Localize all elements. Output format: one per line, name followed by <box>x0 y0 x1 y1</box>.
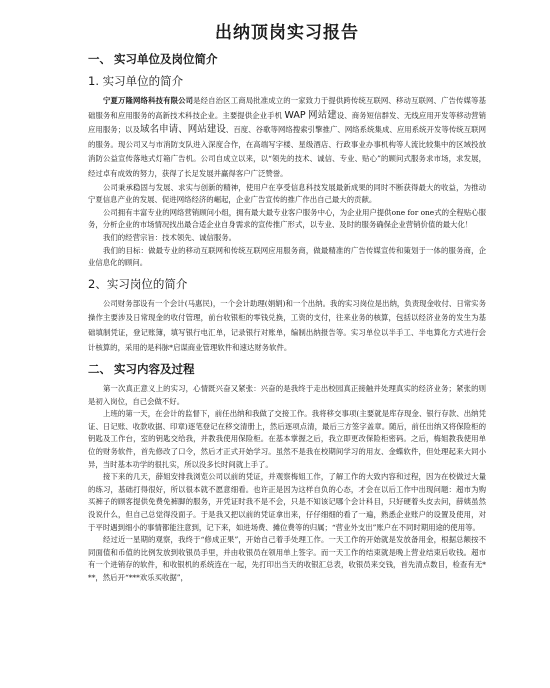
subsection-label: 实习单位的简介 <box>102 74 184 88</box>
position-intro-paragraph: 公司财务部设有一个会计(马惠民)，一个会计助理(娟娟)和一个出纳。我的实习岗位是出纳，负责现金收付、日常实务操作主要涉及日常现金的收付管理，前台收银柜的零钱兑换，工资的支付，往来业务的核算，包括以经济业务的发生为基础填制凭证，登记账簿，填写银行电汇单，记录银行对账单，编制出纳报告等。实习单位以半手工、半电算化方式进行会计核算的，采用的是科脉*启谋商业管理软件和速达财务软件。 <box>88 298 486 352</box>
intro-line-3a: 设、商务短信群发、无线应用开发等移动营销应用服务；以及 <box>88 110 486 135</box>
report-title: 出纳顶岗实习报告 <box>215 23 359 43</box>
subsection-number: 1. <box>88 74 99 88</box>
company-intro-paragraph <box>88 94 486 182</box>
subsection-label: 实习岗位的简介 <box>106 276 188 291</box>
company-spirit-paragraph: 公司秉承稳固与发展、求实与创新的精神，使用户在享受信息科技发展最新成果的同时不断获得最大的收益，为推动宁夏信息产业的发展、促进网络经济的崛起，企业广告宣传的推广作出自己最大的贡献。 <box>88 182 486 205</box>
company-name: 宁夏万隆网络科技有限公司 <box>103 96 194 105</box>
wap-text: WAP <box>284 109 306 121</box>
intro-line-3b: 、百度、谷 <box>225 125 264 135</box>
service-text-post: 式的全程贴心服务，分析企业的市场情况找出最合适企业自身需求的宣传推广形式，以专业、及时的服务确保企业营销价值的最大化！ <box>88 207 486 230</box>
intro-large-text-1: 网站建 <box>308 109 337 121</box>
subsection-heading-2 <box>88 276 486 292</box>
daily-work-paragraph: 经过近一星期的观察，我终于“修成正果”，开始自己着手处理工作。一天工作的开始就是发放备用金，根据总额按不同面值和币值的比例发放到收银员手里，并由收银员在领用单上签字。而一天工作的结束就是晚上营业结束后收钱。超市有一个进销存的软件，和收银机的系统连在一起，先打印出当天的收银汇总表，收银员来交钱，首先清点数目，检查有无***，然后开“***欢乐买收据”， <box>88 535 486 582</box>
one-for-one-text: one for one <box>391 207 435 217</box>
subsection-number: 2、 <box>88 276 107 291</box>
section-label: 实习单位及岗位简介 <box>114 52 218 66</box>
intro-line-2: 互联网、广告传媒等基础服务和应用服务的高新技术科技企业。主要提供企业手机 <box>88 96 486 120</box>
subsection-heading-1 <box>88 73 486 89</box>
section-heading-1 <box>88 51 486 67</box>
intro-large-text-2: 域名申请、网站建设 <box>140 124 226 136</box>
internship-feelings-paragraph: 第一次真正意义上的实习，心情既兴奋又紧张：兴奋的是我终于走出校园真正接触并处理真实的经济业务；紧张的则是初入岗位，自己会做不好。 <box>88 384 486 406</box>
company-service-paragraph <box>88 207 486 232</box>
intro-line-1: 是经自治区工商局批准成立的一家致力于提供跨传统互联网、移动 <box>193 96 411 105</box>
company-goal-paragraph: 我们的目标：做最专业的移动互联网和传统互联网应用服务商，做最精准的广告传媒宣传和策划于一体的服务商，企业信息化的顾问。 <box>88 245 486 268</box>
section-number: 二、 <box>88 362 111 377</box>
section-number: 一、 <box>88 52 111 66</box>
service-text-pre: 公司拥有丰富专业的网络营销顾问小组，拥有最大最专业客户服务中心，为企业用户提供 <box>103 207 392 217</box>
following-days-paragraph: 接下来的几天，薛姐安排我浏览公司以前的凭证，并观察梅姐工作，了解工作的大致内容和过程，因为在校做过大量的练习，基础打得很好，所以很本就不愿意细看。也许正是因为这样自负的心态，才会在以后工作中出现问题：超市为购买裤子的顾客提供免费免裤脚的服务，开凭证时我不是不会，只是不知该记哪个会计科目，只好硬着头皮去问，薛姨虽然没说什么，但自己总觉得没面子。于是我又把以前的凭证拿出来，仔仔细细的看了一遍，熟悉企业账户的设置及使用，对于平时遇到细小的事情都能注意到，记下来，如进场费、摊位费等的归属；“营业外支出”账户在不同时期用途的使用等。 <box>88 472 486 532</box>
intro-rest: 歌等网络搜索引擎推广、网络系统集成、应用系统开发等传统互联网的服务。现公司又与市消防支队进入深度合作，在高端写字楼、星级酒店、行政事业办事机构等人流比较集中的区域投放消防公益宣传落地式灯箱广告机。公司自成立以来，以“领先的技术、诚信、专业、贴心”的顾问式服务求市场，求发展，经过卓有成效的努力，获得了长足发展并赢得客户广泛赞誉。 <box>88 125 486 178</box>
section-label: 实习内容及过程 <box>114 362 195 377</box>
company-motto-paragraph: 我们的经营宗旨：技术领先、诚信服务。 <box>103 232 237 242</box>
section-heading-2 <box>88 361 486 377</box>
first-day-paragraph: 上班的第一天，在会计的监督下，前任出纳和我做了交接工作。我将移交事项(主要就是库存现金、银行存款、出纳凭证、日记账、收款收据、印章)逐笔登记在移交清册上，然后逐项点清，最后三方签字盖章。随后，前任出纳又将保险柜的钥匙及工作台，室的钥匙交给我，并教我使用保险柜。在基本掌握之后，我立即更改保险柜密码。之后，梅姐教我使用单位的财务软件，首先修改了口令，然后才正式开始学习。虽然不是我在校期间学习的用友、金蝶软件，但处理起来大同小异，当时基本功学的很扎实，所以没多长时间就上手了。 <box>88 409 486 469</box>
